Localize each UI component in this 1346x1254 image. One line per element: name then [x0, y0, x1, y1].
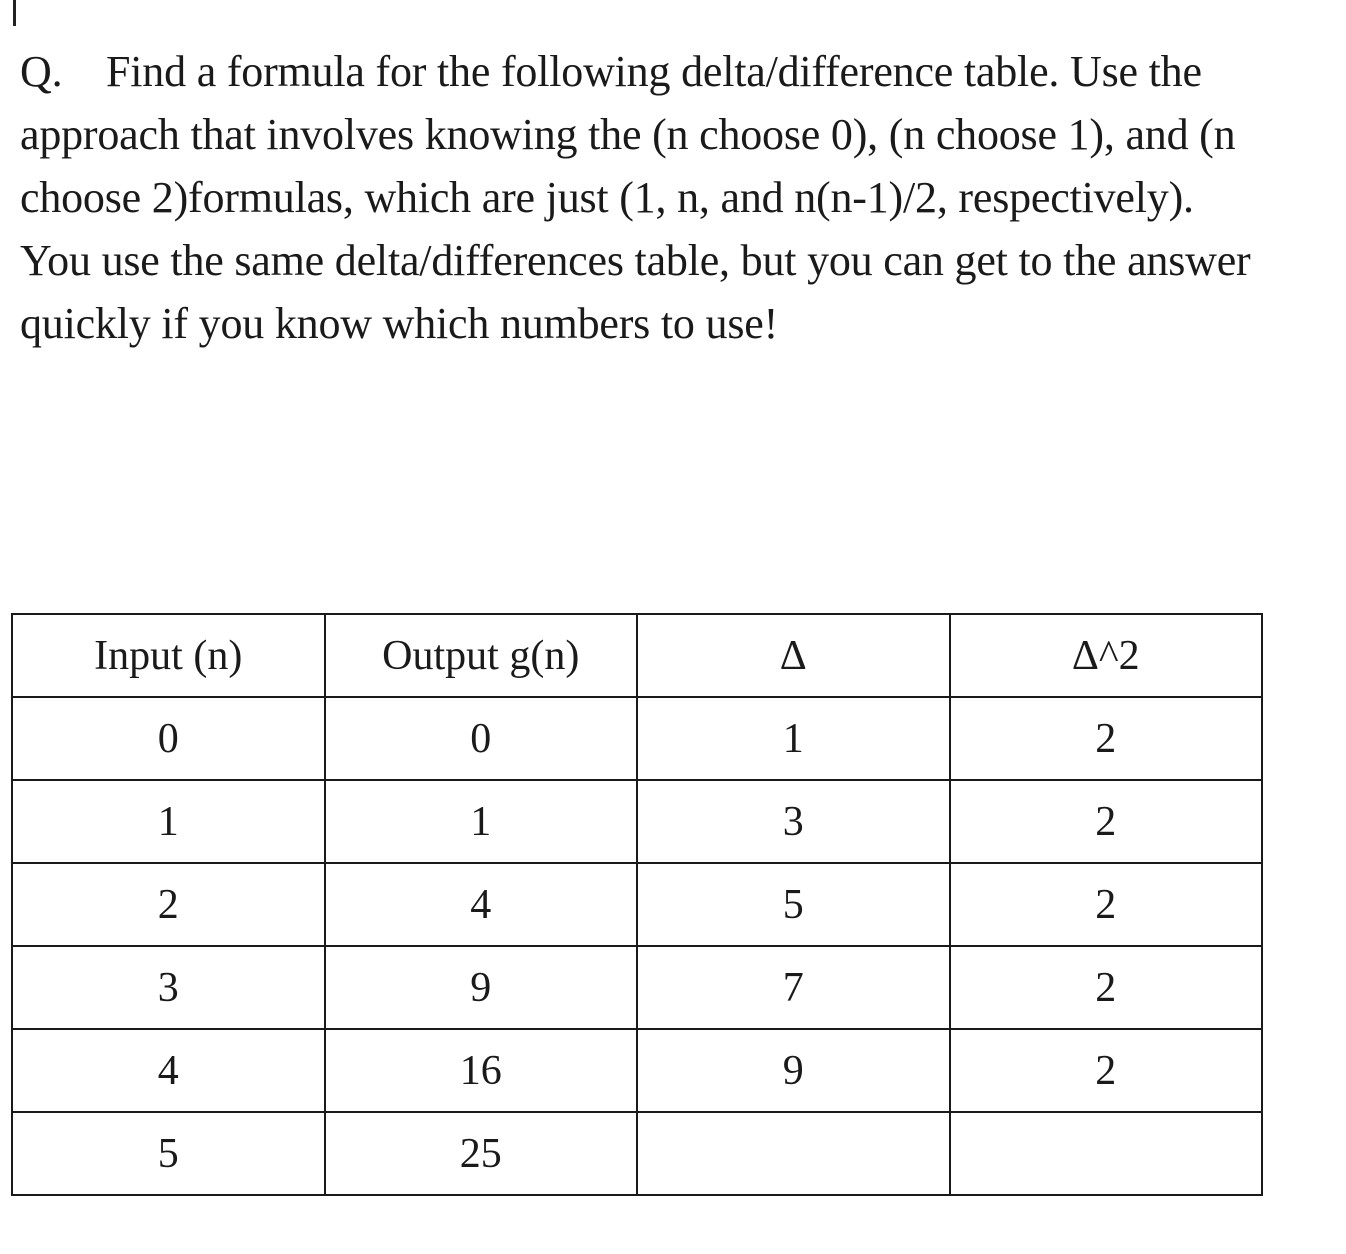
- text-cursor: [13, 0, 16, 26]
- cell-delta-squared: 2: [950, 697, 1263, 780]
- cell-output: 9: [325, 946, 638, 1029]
- cell-input: 3: [12, 946, 325, 1029]
- table-row: [12, 946, 1262, 1029]
- cell-output: 4: [325, 863, 638, 946]
- cell-delta: [637, 1112, 950, 1195]
- cell-delta-squared: 2: [950, 946, 1263, 1029]
- question-body: Find a formula for the following delta/difference table. Use the approach that involves knowing the (n choose 0), (n choose 1), and (n choose 2)formulas, which are just (1, n, and n(n-1)/2, respectively). You use the same delta/differences table, but you can get to the answer quickly if you know which numbers to use!: [20, 47, 1251, 348]
- header-delta-squared: Δ^2: [950, 614, 1263, 697]
- cell-delta: 1: [637, 697, 950, 780]
- cell-delta: 7: [637, 946, 950, 1029]
- table-row: [12, 697, 1262, 780]
- cell-delta: 3: [637, 780, 950, 863]
- cell-input: 4: [12, 1029, 325, 1112]
- cell-output: 1: [325, 780, 638, 863]
- table-row: [12, 1029, 1262, 1112]
- cell-input: 0: [12, 697, 325, 780]
- cell-output: 25: [325, 1112, 638, 1195]
- table-row: [12, 1112, 1262, 1195]
- cell-output: 16: [325, 1029, 638, 1112]
- question-text: [20, 40, 1260, 355]
- cell-input: 1: [12, 780, 325, 863]
- question-label: Q.: [20, 47, 63, 96]
- header-input: Input (n): [12, 614, 325, 697]
- cell-delta: 9: [637, 1029, 950, 1112]
- cell-delta-squared: 2: [950, 1029, 1263, 1112]
- cell-input: 5: [12, 1112, 325, 1195]
- cell-delta-squared: 2: [950, 863, 1263, 946]
- cell-input: 2: [12, 863, 325, 946]
- cell-delta-squared: 2: [950, 780, 1263, 863]
- table-row: [12, 780, 1262, 863]
- cell-output: 0: [325, 697, 638, 780]
- cell-delta-squared: [950, 1112, 1263, 1195]
- cell-delta: 5: [637, 863, 950, 946]
- header-delta: Δ: [637, 614, 950, 697]
- header-output: Output g(n): [325, 614, 638, 697]
- table-row: [12, 863, 1262, 946]
- table-header-row: [12, 614, 1262, 697]
- difference-table: [11, 613, 1263, 1196]
